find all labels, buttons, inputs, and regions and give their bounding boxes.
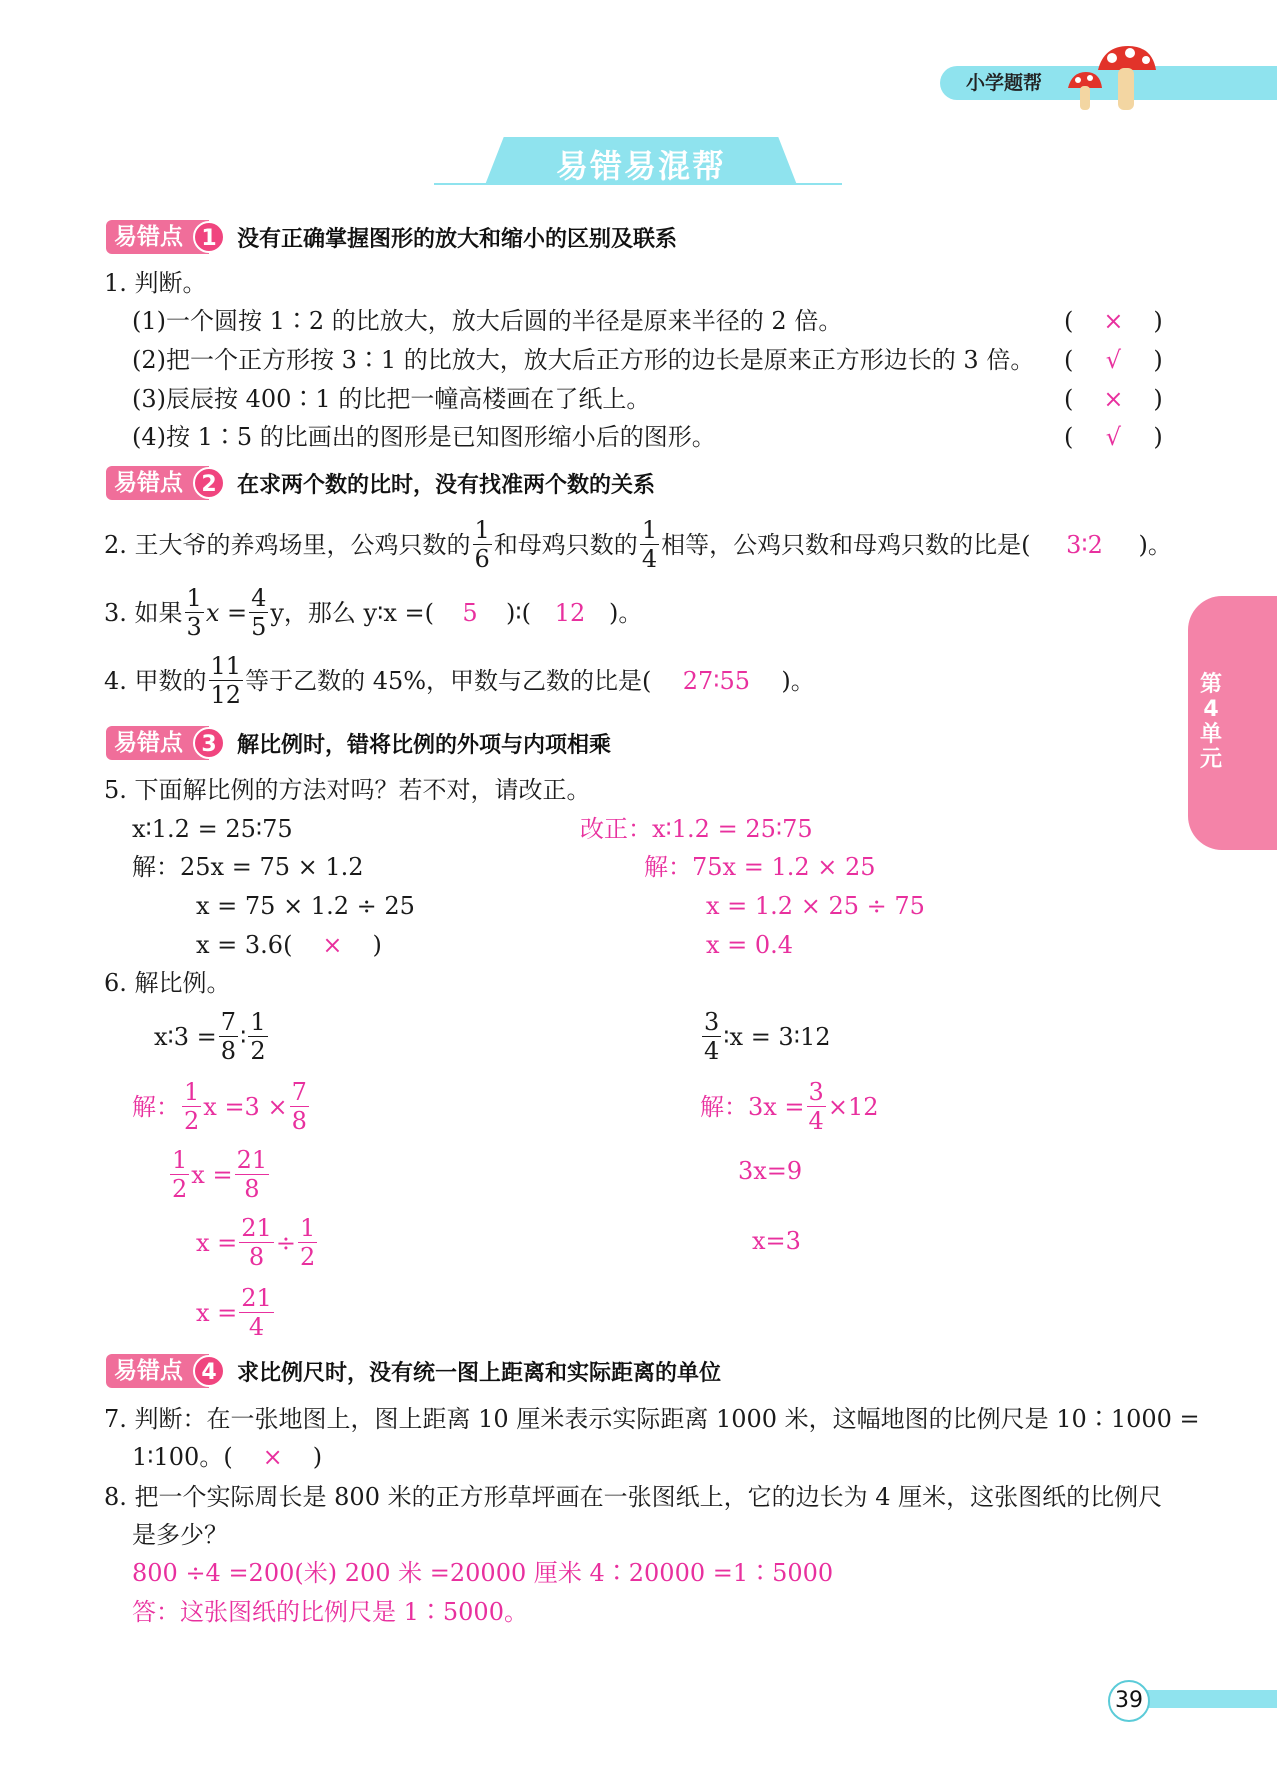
q5-right-line-2: 解：75x = 1.2 × 25	[644, 853, 876, 881]
q7-line-1: 7. 判断：在一张地图上，图上距离 10 厘米表示实际距离 1000 米，这幅地图的比例尺是 10∶1000 =	[104, 1405, 1200, 1433]
q8-line-2: 是多少？	[132, 1521, 228, 1549]
section-number: 2	[193, 467, 225, 499]
q6-stem: 6. 解比例。	[104, 969, 231, 997]
answer-value: 27∶55	[682, 666, 751, 695]
q1-item-3: (3)辰辰按 400∶1 的比把一幢高楼画在了纸上。	[132, 385, 651, 413]
fraction: $\frac{21}{8}$	[241, 1214, 272, 1271]
fraction: $\frac{1}{3}$	[186, 584, 202, 641]
section-title: 在求两个数的比时，没有找准两个数的关系	[237, 472, 656, 498]
section-title: 解比例时，错将比例的外项与内项相乘	[237, 732, 612, 758]
section-header-4	[106, 1354, 721, 1388]
q4: 4. 甲数的 $\frac{11}{12}$ 等于乙数的 45%，甲数与乙数的比是( 27∶55 )。	[104, 652, 815, 709]
q2: 2. 王大爷的养鸡场里，公鸡只数的 $\frac{1}{6}$ 和母鸡只数的 $\frac{1}{4}$ 相等，公鸡只数和母鸡只数的比是( 3∶2 )。	[104, 516, 1172, 573]
answer-mark: ×	[262, 1443, 283, 1471]
answer-mark: √	[1105, 346, 1122, 374]
fraction: $\frac{1}{2}$	[299, 1214, 316, 1271]
section-tag: 易错点 2	[106, 466, 209, 500]
section-header-2	[106, 466, 655, 500]
answer-bracket: ( √ )	[1064, 423, 1163, 451]
q5-left-line-1: x∶1.2 = 25∶75	[132, 815, 293, 843]
section-tag: 易错点 3	[106, 726, 209, 760]
q5-right-line-1: 改正：x∶1.2 = 25∶75	[580, 815, 813, 843]
answer-bracket: ( × )	[1064, 307, 1163, 335]
footer-bar	[1130, 1690, 1277, 1708]
answer-mark: ×	[1103, 307, 1124, 335]
q5-right-line-4: x = 0.4	[706, 931, 794, 959]
q3: 3. 如果 $\frac{1}{3}$ x = $\frac{4}{5}$ y，那么 y∶x =( 5 )∶( 12 )。	[104, 584, 643, 641]
q1-stem: 1. 判断。	[104, 269, 207, 297]
q1-item-1: (1)一个圆按 1∶2 的比放大，放大后圆的半径是原来半径的 2 倍。	[132, 307, 843, 335]
fraction: $\frac{1}{2}$	[184, 1078, 200, 1135]
q6-problem-1: x∶3 = $\frac{7}{8}$ ∶ $\frac{1}{2}$	[154, 1008, 266, 1065]
fraction: $\frac{7}{8}$	[220, 1008, 237, 1065]
answer-bracket: ( √ )	[1064, 346, 1163, 374]
q6-p2-step-2: 3x=9	[738, 1157, 803, 1185]
fraction: $\frac{3}{4}$	[808, 1078, 824, 1135]
q5-left-line-2: 解：25x = 75 × 1.2	[132, 853, 364, 881]
fraction: $\frac{21}{8}$	[236, 1146, 268, 1203]
q6-problem-2: $\frac{3}{4}$ ∶x = 3∶12	[704, 1008, 831, 1065]
header-brand: 小学题帮	[966, 72, 1043, 94]
fraction: $\frac{21}{4}$	[241, 1284, 272, 1341]
q5-left-line-4: x = 3.6( × )	[196, 931, 382, 959]
fraction: $\frac{4}{5}$	[251, 584, 267, 641]
q6-p2-step-3: x=3	[752, 1227, 801, 1255]
side-tab-label: 第4单元	[1199, 672, 1222, 772]
mushroom-icon	[1060, 44, 1160, 116]
fraction: $\frac{1}{6}$	[474, 516, 490, 573]
q8-line-1: 8. 把一个实际周长是 800 米的正方形草坪画在一张图纸上，它的边长为 4 厘米，这张图纸的比例尺	[104, 1483, 1163, 1511]
answer-mark: ×	[1103, 385, 1124, 413]
q7-line-2: 1∶100。( × )	[132, 1443, 323, 1471]
banner-title: 易错易混帮	[555, 147, 726, 185]
answer-value: 5	[462, 598, 478, 627]
q5-stem: 5. 下面解比例的方法对吗？若不对，请改正。	[104, 776, 591, 804]
q5-left-line-3: x = 75 × 1.2 ÷ 25	[196, 892, 415, 920]
q6-p1-step-3: x = $\frac{21}{8}$ ÷ $\frac{1}{2}$	[196, 1214, 316, 1271]
q1-item-2: (2)把一个正方形按 3∶1 的比放大，放大后正方形的边长是原来正方形边长的 3 倍。	[132, 346, 1035, 374]
fraction: $\frac{11}{12}$	[210, 652, 242, 709]
fraction: $\frac{1}{2}$	[250, 1008, 266, 1065]
section-title: 没有正确掌握图形的放大和缩小的区别及联系	[237, 226, 678, 252]
section-number: 3	[193, 727, 225, 759]
fraction: $\frac{1}{2}$	[172, 1146, 188, 1203]
q6-p2-step-1: 解：3x = $\frac{3}{4}$ ×12	[700, 1078, 879, 1135]
answer-value: 3∶2	[1066, 530, 1103, 559]
section-number: 4	[193, 1355, 225, 1387]
section-tag: 易错点 4	[106, 1354, 209, 1388]
q6-p1-step-2: $\frac{1}{2}$ x = $\frac{21}{8}$	[172, 1146, 268, 1203]
q8-answer-2: 答：这张图纸的比例尺是 1∶5000。	[132, 1598, 528, 1626]
section-number: 1	[193, 221, 225, 253]
fraction: $\frac{3}{4}$	[704, 1008, 720, 1065]
q1-item-4: (4)按 1∶5 的比画出的图形是已知图形缩小后的图形。	[132, 423, 716, 451]
q6-p1-step-1: 解： $\frac{1}{2}$ x =3 × $\frac{7}{8}$	[132, 1078, 307, 1135]
section-title: 求比例尺时，没有统一图上距离和实际距离的单位	[237, 1360, 722, 1386]
section-header-1	[106, 220, 677, 254]
section-header-3	[106, 726, 611, 760]
q5-right-line-3: x = 1.2 × 25 ÷ 75	[706, 892, 925, 920]
answer-bracket: ( × )	[1064, 385, 1163, 413]
fraction: $\frac{7}{8}$	[291, 1078, 307, 1135]
answer-value: 12	[554, 598, 586, 627]
fraction: $\frac{1}{4}$	[641, 516, 658, 573]
answer-mark: ×	[322, 931, 343, 959]
page-number: 39	[1108, 1680, 1150, 1722]
q8-answer-1: 800 ÷4 =200(米) 200 米 =20000 厘米 4∶20000 =1∶5000	[132, 1559, 834, 1587]
q6-p1-step-4: x = $\frac{21}{4}$	[196, 1284, 272, 1341]
section-tag: 易错点 1	[106, 220, 209, 254]
answer-mark: √	[1105, 423, 1122, 451]
